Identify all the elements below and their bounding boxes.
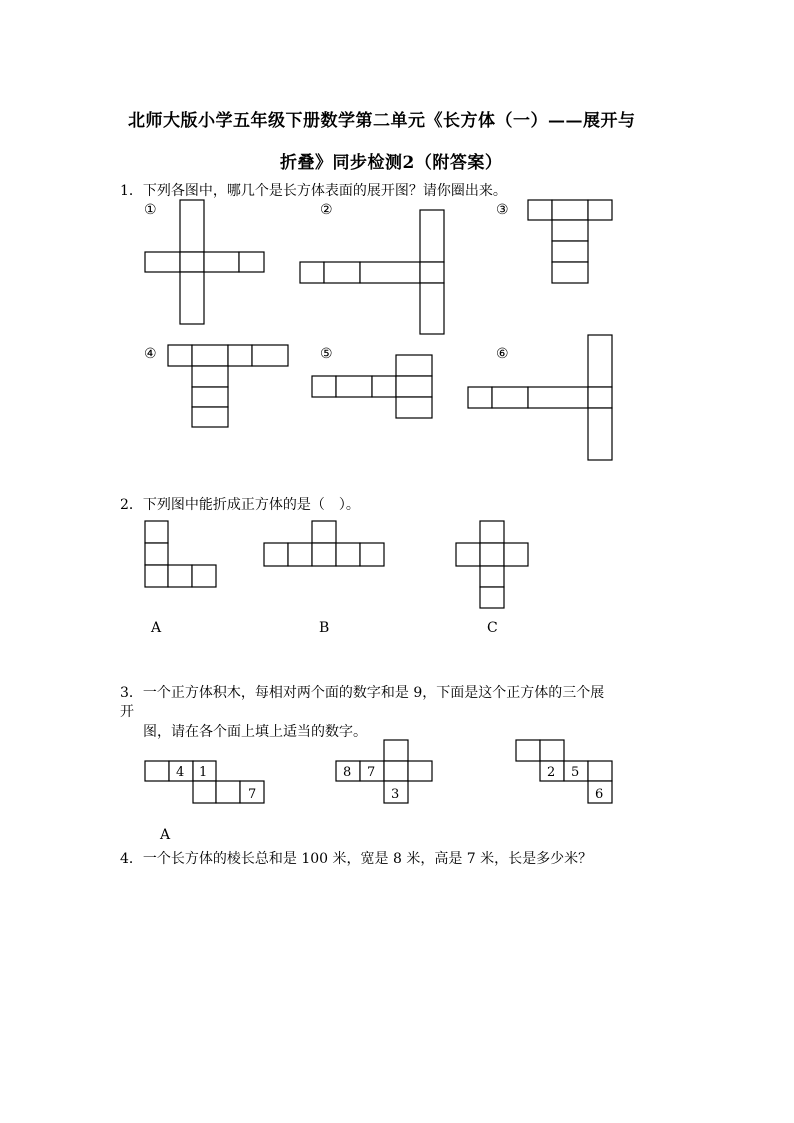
net-c-number-2: 5	[571, 765, 580, 780]
figure-label-5: ⑤	[320, 346, 333, 362]
figure-label-2: ②	[320, 202, 333, 218]
question-2-text: 2．下列图中能折成正方体的是（ ）。	[120, 497, 360, 513]
page-title-line2: 折叠》同步检测2（附答案）	[280, 153, 503, 173]
net-c-number-3: 6	[595, 787, 604, 802]
question-1-text: 1．下列各图中，哪几个是长方体表面的展开图？请你圈出来。	[120, 183, 507, 199]
net-c-number-1: 2	[547, 765, 556, 780]
option-b-label: B	[319, 620, 330, 636]
net-a-number-1: 4	[176, 765, 185, 780]
option-c-label: C	[487, 620, 498, 636]
figure-label-4: ④	[144, 346, 157, 362]
figure-label-1: ①	[144, 202, 157, 218]
question-3-text-line3: 图，请在各个面上填上适当的数字。	[143, 724, 367, 740]
page-title-line1: 北师大版小学五年级下册数学第二单元《长方体（一）——展开与	[128, 111, 636, 131]
question-4-text: 4．一个长方体的棱长总和是 100 米，宽是 8 米，高是 7 米，长是多少米？	[120, 851, 593, 867]
net-b-number-2: 7	[367, 765, 376, 780]
figure-label-6: ⑥	[496, 346, 509, 362]
question-3-text-line2: 开	[120, 704, 134, 720]
question-3-label-a: A	[160, 827, 171, 843]
option-a-label: A	[151, 620, 162, 636]
figure-label-3: ③	[496, 202, 509, 218]
net-b-number-1: 8	[343, 765, 352, 780]
question-3-text-line1: 3．一个正方体积木，每相对两个面的数字和是 9，下面是这个正方体的三个展	[120, 685, 605, 701]
net-b-number-3: 3	[391, 787, 400, 802]
net-a-number-3: 7	[248, 787, 257, 802]
net-a-number-2: 1	[199, 765, 208, 780]
